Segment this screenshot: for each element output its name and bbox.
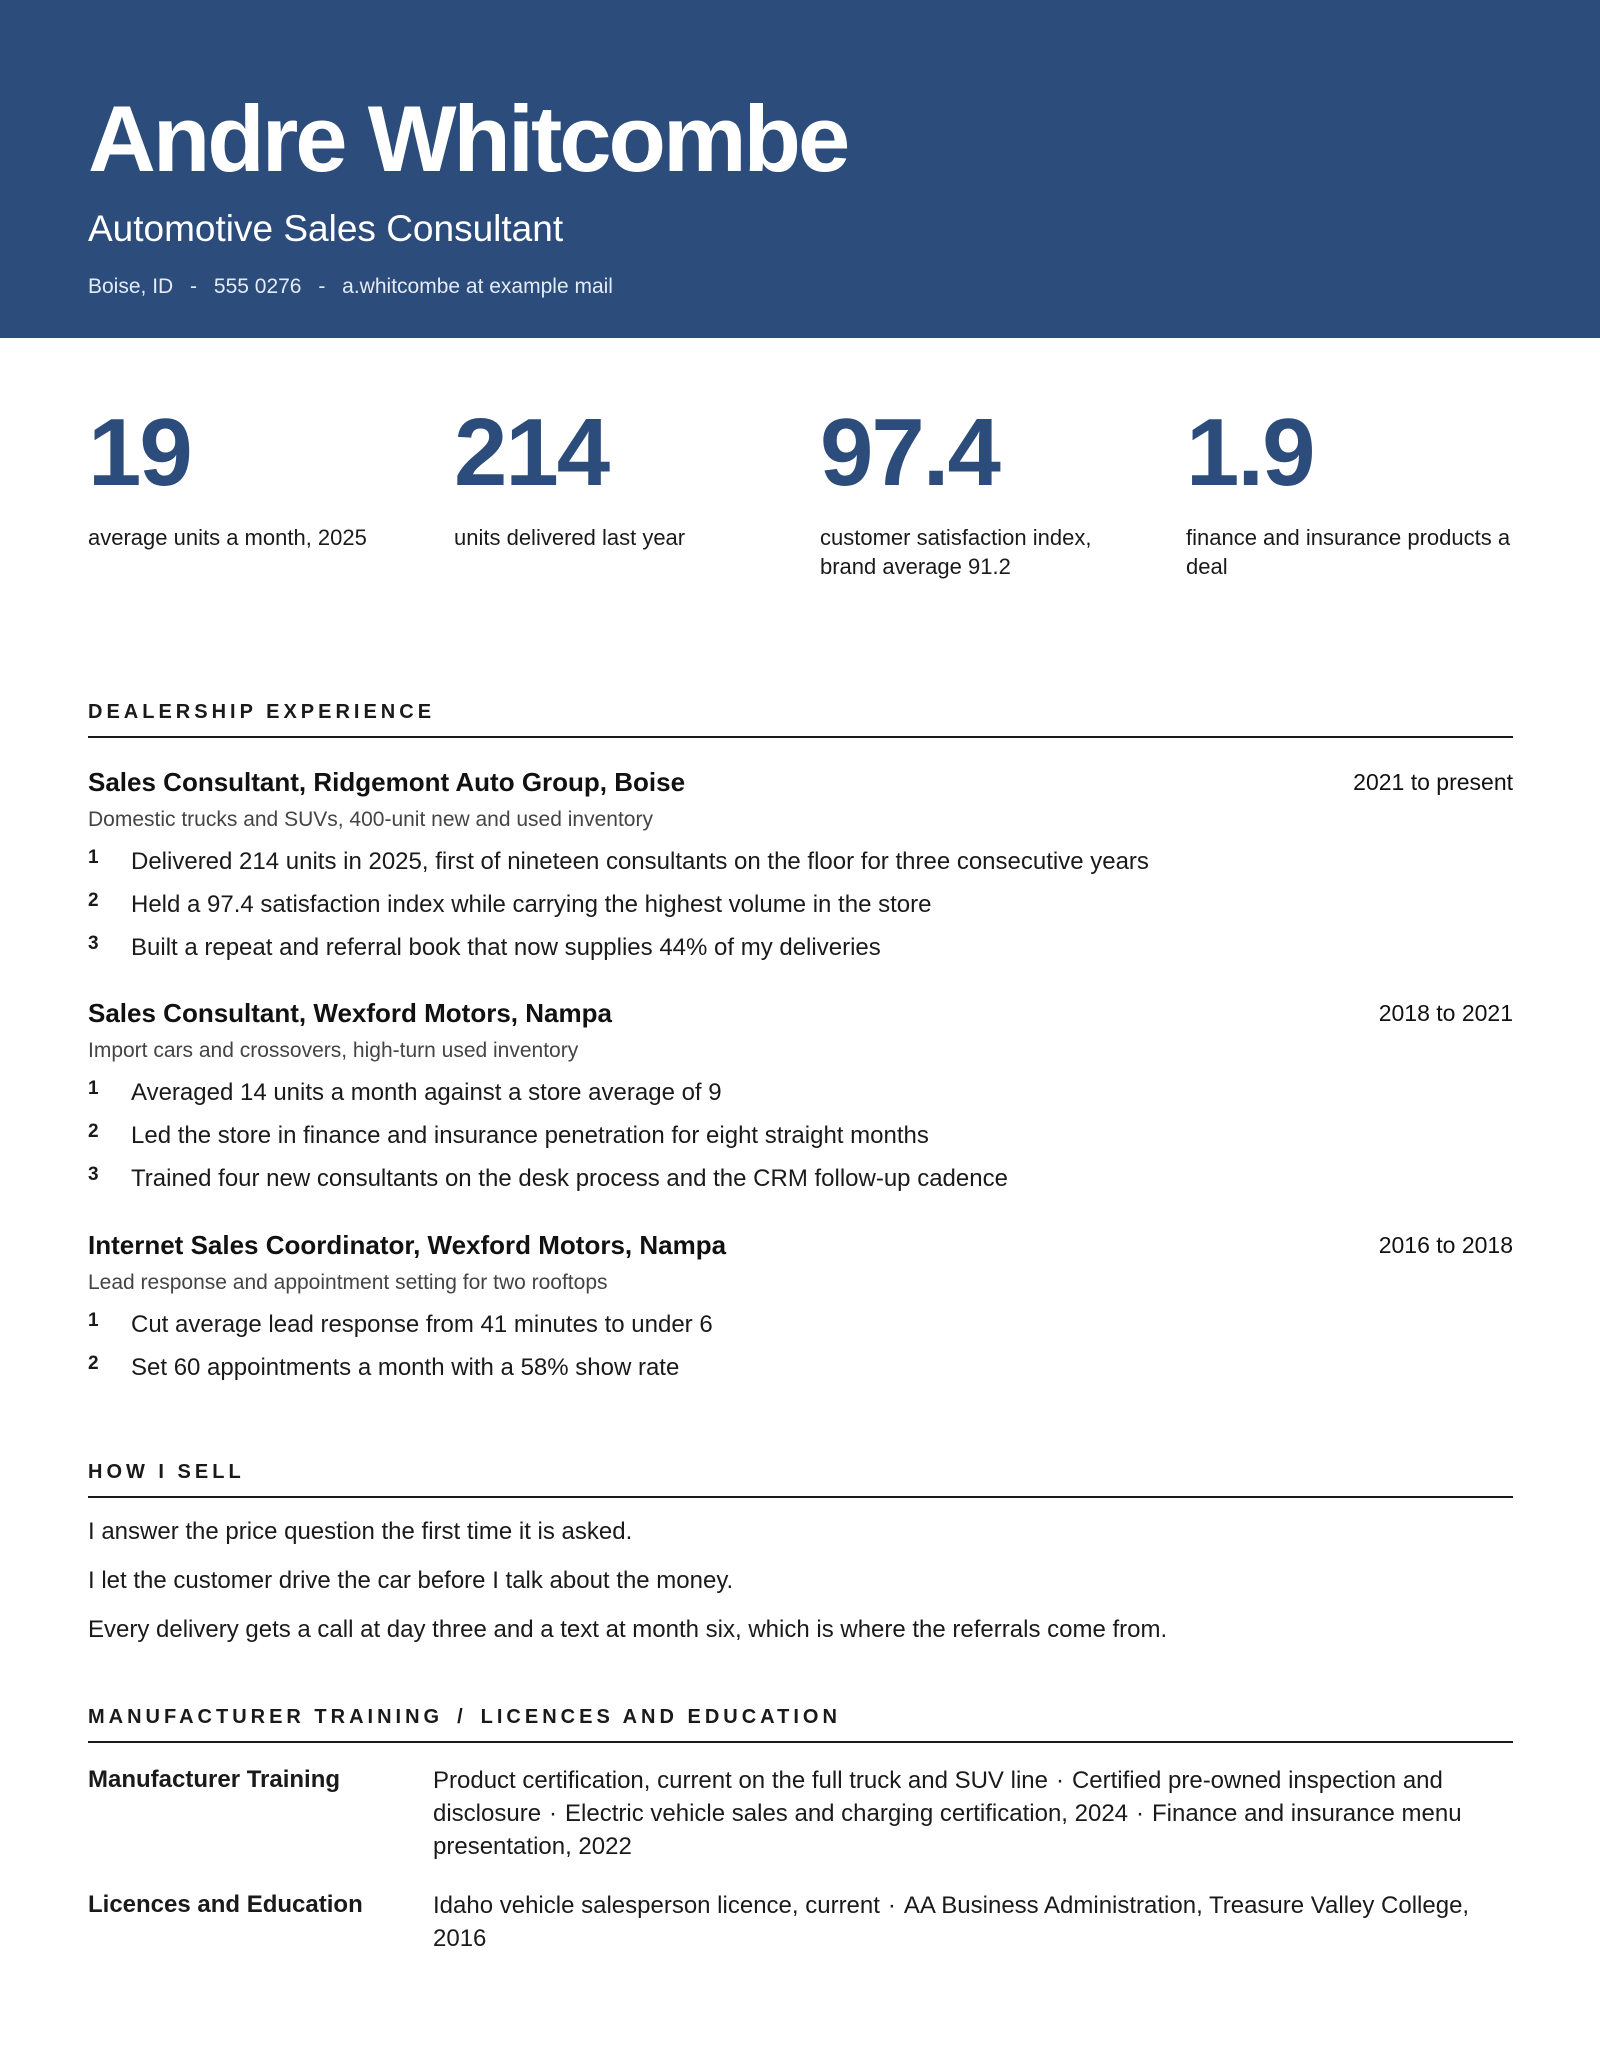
contact-email: a.whitcombe at example mail <box>342 275 613 298</box>
job-summary: Lead response and appointment setting for two rooftops <box>88 1271 608 1294</box>
achievement-number: 3 <box>88 1164 99 1185</box>
training-item: Product certification, current on the full truck and SUV line <box>433 1767 1048 1794</box>
job-entry-ridgemont <box>88 767 1513 970</box>
contact-line <box>88 276 613 297</box>
job-title: Sales Consultant, Ridgemont Auto Group, Boise <box>88 767 686 797</box>
stat-finance-products <box>1186 399 1516 581</box>
achievement-list <box>88 1072 1513 1201</box>
stat-label: average units a month, 2025 <box>88 525 367 550</box>
training-label: Manufacturer Training <box>88 1766 341 1793</box>
job-title: Internet Sales Coordinator, Wexford Motors, Nampa <box>88 1230 727 1260</box>
stat-value: 97.4 <box>820 399 999 506</box>
job-entry-wexford-internet <box>88 1230 1513 1390</box>
achievement-text: Set 60 appointments a month with a 58% show rate <box>131 1354 680 1381</box>
candidate-role: Automotive Sales Consultant <box>88 208 564 249</box>
section-heading-training-education <box>88 1707 1513 1743</box>
education-item: AA Business Administration, Treasure Valley College, 2016 <box>433 1892 1470 1952</box>
stat-units-delivered <box>454 399 784 552</box>
training-item: Electric vehicle sales and charging certification, 2024 <box>565 1800 1129 1827</box>
achievement-number: 1 <box>88 847 99 868</box>
achievement-item <box>88 927 1513 970</box>
achievement-item <box>88 884 1513 927</box>
contact-separator: - <box>318 275 326 298</box>
sell-statement: Every delivery gets a call at day three and a text at month six, which is where the referrals come from. <box>88 1616 1168 1643</box>
achievement-number: 2 <box>88 1121 99 1142</box>
stat-average-units <box>88 399 418 552</box>
achievement-item <box>88 1347 1513 1390</box>
item-separator: · <box>887 1892 896 1919</box>
achievement-number: 1 <box>88 1310 99 1331</box>
achievement-item <box>88 1158 1513 1201</box>
achievement-number: 2 <box>88 1353 99 1374</box>
achievement-item <box>88 1304 1513 1347</box>
job-summary: Domestic trucks and SUVs, 400-unit new and used inventory <box>88 808 653 831</box>
job-summary: Import cars and crossovers, high-turn used inventory <box>88 1039 579 1062</box>
achievement-text: Built a repeat and referral book that now supplies 44% of my deliveries <box>131 934 881 961</box>
education-items <box>433 1889 1513 1955</box>
stat-label: units delivered last year <box>454 525 686 550</box>
education-item: Idaho vehicle salesperson licence, current <box>433 1892 880 1919</box>
job-entry-wexford-sales <box>88 998 1513 1201</box>
job-dates: 2021 to present <box>1353 769 1513 795</box>
training-item: Certified pre-owned inspection and disclosure <box>433 1767 1443 1827</box>
how-i-sell-statements <box>88 1517 1513 1664</box>
achievement-item <box>88 841 1513 884</box>
achievement-number: 2 <box>88 890 99 911</box>
achievement-text: Averaged 14 units a month against a store average of 9 <box>131 1079 722 1106</box>
item-separator: · <box>1136 1800 1145 1827</box>
stat-label: customer satisfaction index, brand average 91.2 <box>820 525 1092 579</box>
sell-statement: I let the customer drive the car before I talk about the money. <box>88 1567 734 1594</box>
achievement-item <box>88 1115 1513 1158</box>
achievement-text: Led the store in finance and insurance penetration for eight straight months <box>131 1122 929 1149</box>
achievement-text: Trained four new consultants on the desk process and the CRM follow-up cadence <box>131 1165 1008 1192</box>
training-item: Finance and insurance menu presentation, 2022 <box>433 1800 1462 1860</box>
sell-statement: I answer the price question the first time it is asked. <box>88 1518 633 1545</box>
education-label: Licences and Education <box>88 1891 363 1918</box>
contact-separator: - <box>190 275 198 298</box>
item-separator: · <box>1055 1767 1064 1794</box>
achievement-text: Cut average lead response from 41 minutes to under 6 <box>131 1311 713 1338</box>
achievement-text: Delivered 214 units in 2025, first of nineteen consultants on the floor for three consecutive years <box>131 848 1149 875</box>
stat-value: 19 <box>88 399 191 506</box>
candidate-name: Andre Whitcombe <box>88 86 848 191</box>
stat-label: finance and insurance products a deal <box>1186 525 1511 579</box>
achievement-list <box>88 841 1513 970</box>
heading-separator: / <box>457 1706 467 1728</box>
job-dates: 2018 to 2021 <box>1378 1000 1513 1026</box>
section-heading-experience: DEALERSHIP EXPERIENCE <box>88 702 1513 738</box>
contact-phone: 555 0276 <box>213 275 302 298</box>
achievement-list <box>88 1304 1513 1390</box>
heading-training: MANUFACTURER TRAINING <box>88 1706 444 1728</box>
achievement-item <box>88 1072 1513 1115</box>
stat-value: 214 <box>454 399 609 506</box>
header-banner <box>0 0 1600 338</box>
contact-location: Boise, ID <box>88 275 174 298</box>
job-dates: 2016 to 2018 <box>1378 1232 1513 1258</box>
section-heading-how-i-sell: HOW I SELL <box>88 1462 1513 1498</box>
training-items <box>433 1764 1513 1863</box>
achievement-number: 1 <box>88 1078 99 1099</box>
heading-education: LICENCES AND EDUCATION <box>480 1706 841 1728</box>
achievement-number: 3 <box>88 933 99 954</box>
stat-satisfaction-index <box>820 399 1150 581</box>
stat-value: 1.9 <box>1186 399 1314 506</box>
achievement-text: Held a 97.4 satisfaction index while carrying the highest volume in the store <box>131 891 932 918</box>
job-title: Sales Consultant, Wexford Motors, Nampa <box>88 998 612 1028</box>
item-separator: · <box>549 1800 558 1827</box>
